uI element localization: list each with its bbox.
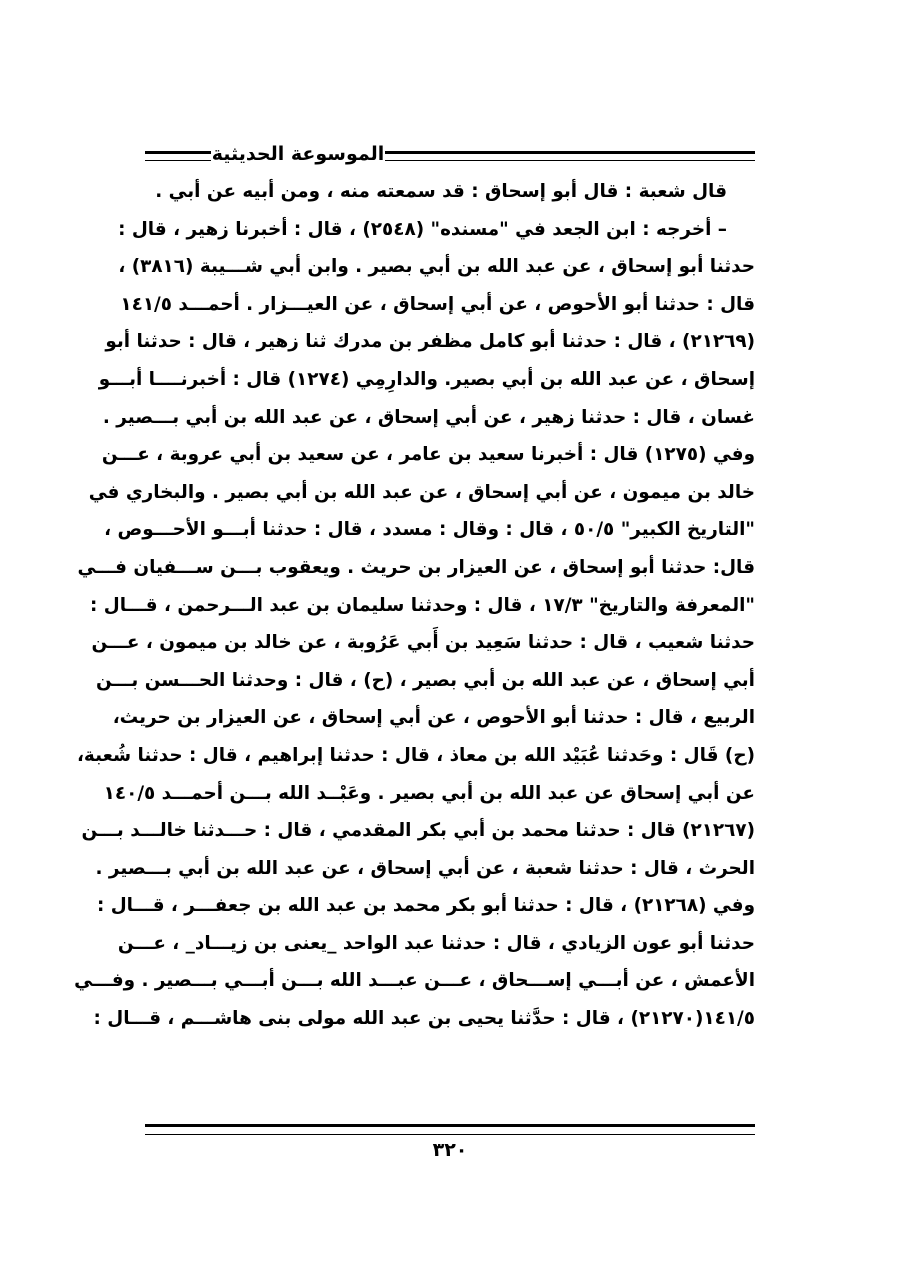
text-line: حدثنا أبو إسحاق ، عن عبد الله بن أبي بصير . وابن أبي شـــيبة (٣٨١٦) ، <box>118 256 755 278</box>
text-line: قال شعبة : قال أبو إسحاق : قد سمعته منه ، ومن أبيه عن أبي . <box>155 181 727 202</box>
text-line: عن أبي إسحاق عن عبد الله بن أبي بصير . وعَبْــد الله بـــن أحمـــد ١٤٠/٥ <box>103 782 755 804</box>
text-line: أبي إسحاق ، عن عبد الله بن أبي بصير ، (ح) ، قال : وحدثنا الحـــسن بـــن <box>96 669 755 691</box>
text-line: الحرث ، قال : حدثنا شعبة ، عن أبي إسحاق ، عن عبد الله بن أبي بـــصير . <box>95 857 755 879</box>
text-line: الربيع ، قال : حدثنا أبو الأحوص ، عن أبي إسحاق ، عن العيزار بن حريث، <box>112 707 755 729</box>
text-line: إسحاق ، عن عبد الله بن أبي بصير. والدارِمِي (١٢٧٤) قال : أخبرنــــا أبـــو <box>98 368 755 390</box>
header-rule-left <box>145 151 211 161</box>
text-line: (ح) قَال : وحَدثنا عُبَيْد الله بن معاذ ، قال : حدثنا إبراهيم ، قال : حدثنا شُعبة، <box>76 744 755 766</box>
footer-rule <box>145 1124 755 1135</box>
text-line: (٢١٢٦٧) قال : حدثنا محمد بن أبي بكر المقدمي ، قال : حـــدثنا خالـــد بـــن <box>81 820 755 842</box>
text-line: "المعرفة والتاريخ" ١٧/٣ ، قال : وحدثنا سليمان بن عبد الـــرحمن ، قـــال : <box>90 594 755 616</box>
body-text <box>74 173 755 1038</box>
text-line: حدثنا أبو عون الزيادي ، قال : حدثنا عبد الواحد _يعنى بن زيـــاد_ ، عـــن <box>117 932 755 954</box>
text-line: وفي (٢١٢٦٨) ، قال : حدثنا أبو بكر محمد بن عبد الله بن جعفـــر ، قـــال : <box>96 895 755 917</box>
header-title: الموسوعة الحديثية <box>211 143 385 165</box>
page-number: ٣٢٠ <box>432 1139 468 1161</box>
text-line: حدثنا شعيب ، قال : حدثنا سَعِيد بن أَبي عَرُوبة ، عن خالد بن ميمون ، عـــن <box>91 632 755 654</box>
text-line: ١٤١/٥(٢١٢٧٠) ، قال : حدَّثنا يحيى بن عبد الله مولى بنى هاشـــم ، قـــال : <box>93 1008 755 1030</box>
text-line: قال: حدثنا أبو إسحاق ، عن العيزار بن حريث . ويعقوب بـــن ســـفيان فـــي <box>77 556 755 578</box>
text-line: غسان ، قال : حدثنا زهير ، عن أبي إسحاق ، عن عبد الله بن أبي بـــصير . <box>102 406 755 428</box>
text-line: "التاريخ الكبير" ٥٠/٥ ، قال : وقال : مسدد ، قال : حدثنا أبـــو الأحـــوص ، <box>104 519 755 541</box>
header-rule-right <box>385 151 755 161</box>
text-line: وفي (١٢٧٥) قال : أخبرنا سعيد بن عامر ، عن سعيد بن أبي عروبة ، عـــن <box>101 444 755 466</box>
text-line: الأعمش ، عن أبـــي إســـحاق ، عـــن عبـــد الله بـــن أبـــي بـــصير . وفـــي <box>74 970 755 992</box>
text-line: (٢١٢٦٩) ، قال : حدثنا أبو كامل مظفر بن مدرك ثنا زهير ، قال : حدثنا أبو <box>105 331 755 353</box>
text-line: قال : حدثنا أبو الأحوص ، عن أبي إسحاق ، عن العيـــزار . أحمـــد ١٤١/٥ <box>120 293 755 315</box>
text-line: خالد بن ميمون ، عن أبي إسحاق ، عن عبد الله بن أبي بصير . والبخاري في <box>88 481 755 503</box>
text-line: – أخرجه : ابن الجعد في "مسنده" (٢٥٤٨) ، قال : أخبرنا زهير ، قال : <box>118 218 727 240</box>
running-header <box>145 140 755 170</box>
